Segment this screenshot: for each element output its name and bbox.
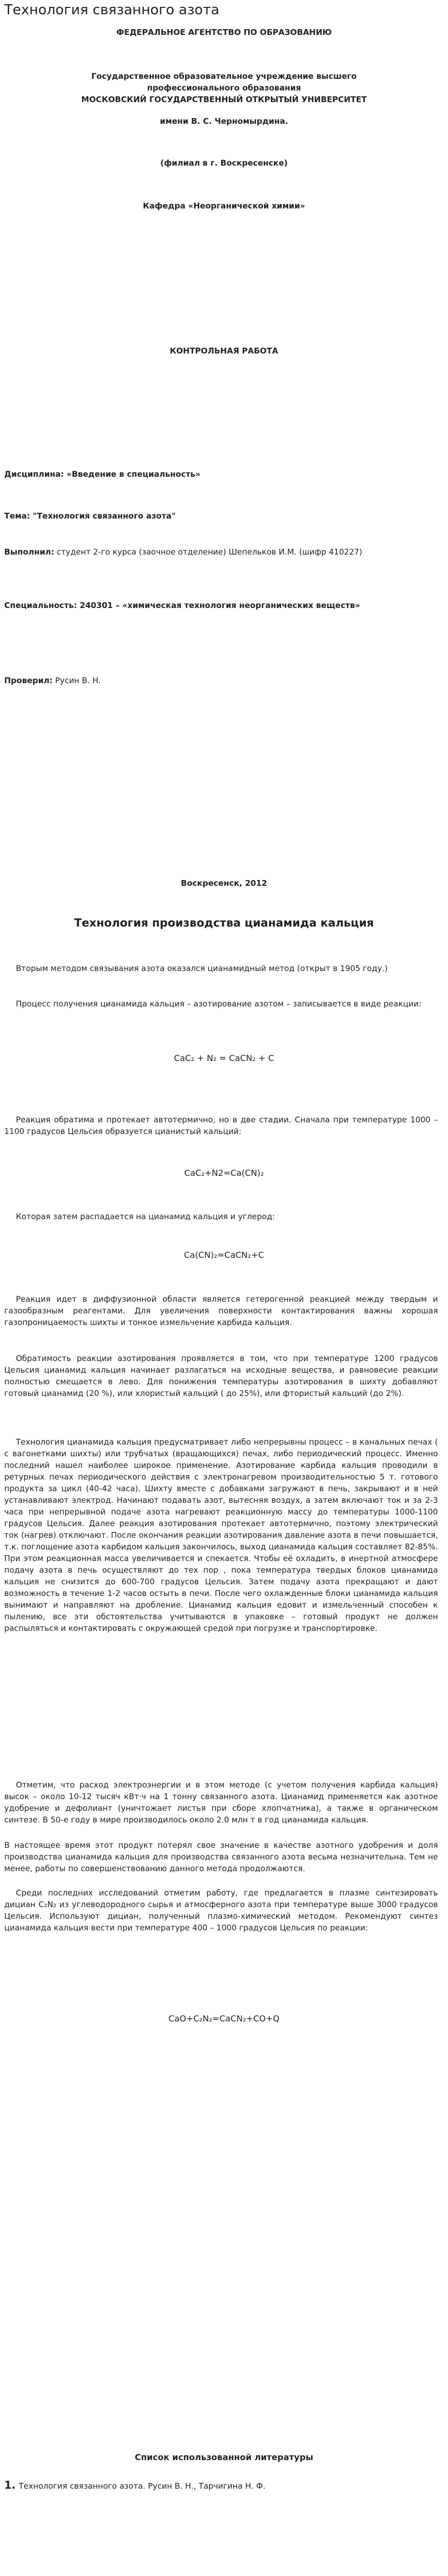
paragraph-5: Реакция идет в диффузионной области является гетерогенной реакцией между твердым и газообразным реагентами. Для увеличения поверхности контактирования важны хорошая газопроницаемость шихты и тонкое измельчение карбида кальция. [4,1294,438,1327]
performed-by: Выполнил: студент 2-го курса (заочное отделение) Шепельков И.М. (шифр 410227) [4,547,362,557]
paragraph-7: Технология цианамида кальция предусматривает либо непрерывны процесс – в канальных печах ( с вагонетками шихты) или трубчатых (вращающихся) печах, либо периодический процесс. Именно последний нашел наиболее широкое применение. Азотирование карбида кальция проводили в ретурных печах периодического действия с электронагревом производительностью 5 т. готового продукта за цикл (40-42 часа). Шихту вместе с добавками загружают в печь, закрывают и в ней устанавливают электрод. Начинают подавать азот, вытесняя воздух, а затем включают ток и за 2-3 часа при непрерывной подаче азота нагревают реакционную массу до температуры 1000-1100 градусов Цельсия. Далее реакция азотирования протекает автотермично, поэтому электрический ток (нагрев) отключают. После окончания реакции азотирования давление азота в печи повышается, т.к. поглощение азота карбидом кальция закончилось, выход цианамида кальция составляет 82-85%. При этом реакционная масса увеличивается и спекается. Чтобы её охладить, в инертной атмосфере подачу азота в печь осуществляют до тех пор , пока температура твердых блоков цианамида кальция не снизится до 600-700 градусов Цельсия. Затем подачу азота прекращают и дают возможность в течение 1-2 часов остыть в печи. После чего охлажденные блоки цианамида кальция вынимают и направляют на дробление. Цианамид кальция едовит и измельченный способен к пылению, все эти обстоятельства учитываются в упаковке – готовый продукт не должен распыляться и контактировать с окружающей средой при погрузке и транспортировке. [4,1437,438,1633]
specialty: Специальность: 240301 – «химическая технология неорганических веществ» [4,601,360,610]
formula-4: CaO+C₂N₂=CaCN₂+CO+Q [168,2013,280,2024]
paragraph-6: Обратимость реакции азотирования проявляется в том, что при температуре 1200 градусов Цельсия цианамид кальция начинает разлагаться на исходные вещества, и равновесие реакции полностью смещается в лево. Для понижения температуры азотирования в шихту добавляют готовый цианамид (20 %), или хлористый кальций ( до 25%), или фтористый кальций (до 2%). [4,1354,438,1398]
checked-by: Проверил: Русин В. Н. [4,676,101,685]
document-title: Технология производства цианамида кальция [74,917,374,929]
paragraph-1: Вторым методом связывания азота оказался цианамидный метод (открыт в 1905 году.) [16,964,388,973]
work-type: КОНТРОЛЬНАЯ РАБОТА [170,346,278,356]
topic: Тема: "Технология связанного азота" [4,511,176,521]
university-name: МОСКОВСКИЙ ГОСУДАРСТВЕННЫЙ ОТКРЫТЫЙ УНИВЕРСИТЕТ [81,95,367,104]
department-name: Кафедра «Неорганической химии» [143,201,305,211]
paragraph-3: Реакция обратима и протекает автотермично, но в две стадии. Сначала при температуре 1000 – 1100 градусов Цельсия образуется цианистый кальций: [4,1115,438,1136]
formula-2: CaC₂+N2=Ca(CN)₂ [184,1168,264,1178]
page-heading: Технология связанного азота [4,2,220,18]
paragraph-4: Которая затем распадается на цианамид кальция и углерод: [16,1212,275,1221]
formula-1: CaC₂ + N₂ = CaCN₂ + C [173,1053,275,1063]
paragraph-8: Отметим, что расход электроэнергии и в этом методе (с учетом получения карбида кальция) высок – около 10-12 тысяч кВт·ч на 1 тонну связанного азота. Цианамид применяется как азотное удобрение и дефолиант (уничтожает листья при сборе хлопчатника), а также в органическом синтезе. В 50-е году в мире производилось около 2.0 млн т в год цианамида кальция. [4,1780,438,1825]
paragraph-2: Процесс получения цианамида кальция – азотирование азотом – записывается в виде реакции: [16,999,422,1009]
paragraph-9: В настоящее время этот продукт потерял свое значение в качестве азотного удобрения и доля производства цианамида кальция для производства связанного азота весьма незначительна. Тем не менее, работы по совершенствованию данного метода продолжаются. [4,1840,438,1873]
agency-name: ФЕДЕРАЛЬНОЕ АГЕНТСТВО ПО ОБРАЗОВАНИЮ [116,28,332,37]
reference-item: 1. Технология связанного азота. Русин В. Н., Тарчигина Н. Ф. [4,2479,266,2491]
university-named-after: имени В. С. Черномырдина. [160,116,288,126]
discipline: Дисциплина: «Введение в специальность» [4,469,201,479]
institution-line-1: Государственное образовательное учреждение высшего [91,71,357,81]
references-heading: Список использованной литературы [134,2452,314,2462]
branch-name: (филиал в г. Воскресенске) [160,158,288,168]
institution-line-2: профессионального образования [147,83,301,93]
paragraph-10: Среди последних исследований отметим работу, где предлагается в плазме синтезировать дициан C₂N₂ из углеводородного сырья и атмосферного азота при температуре выше 3000 градусов Цельсия. Используют дициан, полученный плазмо-химический методом. Рекомендуют синтез цианамида кальция вести при температуре 400 – 1000 градусов Цельсия по реакции: [4,1888,438,1933]
city-year: Воскресенск, 2012 [181,878,267,888]
formula-3: Ca(CN)₂=CaCN₂+C [184,1250,264,1260]
